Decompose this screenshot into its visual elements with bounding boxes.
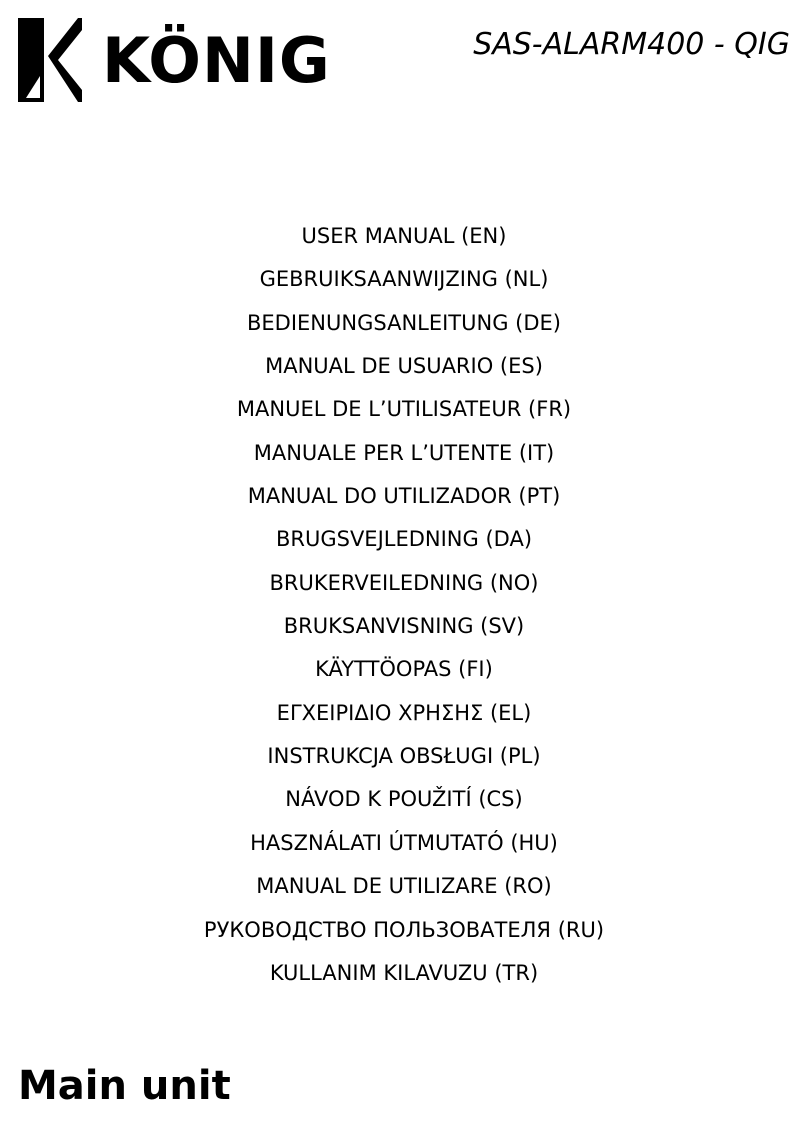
manual-title-item: BEDIENUNGSANLEITUNG (DE) bbox=[246, 310, 561, 335]
manual-language-list bbox=[0, 218, 808, 998]
manual-title-item: NÁVOD K POUŽITÍ (CS) bbox=[285, 787, 523, 812]
manual-title-item: MANUALE PER L’UTENTE (IT) bbox=[253, 440, 555, 465]
manual-title-item: ΕΓΧΕΙΡΙΔΙΟ ΧΡΗΣΗΣ (EL) bbox=[276, 700, 532, 725]
model-code: SAS-ALARM400 - QIG bbox=[473, 27, 790, 62]
manual-title-item: BRUKSANVISNING (SV) bbox=[283, 614, 525, 639]
manual-title-item: РУКОВОДСТВО ПОЛЬЗОВАТЕЛЯ (RU) bbox=[203, 917, 605, 942]
konig-k-logo-icon bbox=[18, 18, 82, 102]
section-title: Main unit bbox=[18, 1063, 231, 1109]
manual-title-item: INSTRUKCJA OBSŁUGI (PL) bbox=[267, 744, 541, 769]
manual-title-item: BRUKERVEILEDNING (NO) bbox=[269, 570, 539, 595]
manual-title-item: BRUGSVEJLEDNING (DA) bbox=[275, 527, 533, 552]
manual-title-item: MANUAL DE UTILIZARE (RO) bbox=[256, 874, 552, 899]
manual-title-item: MANUAL DO UTILIZADOR (PT) bbox=[247, 484, 561, 509]
manual-title-item: KULLANIM KILAVUZU (TR) bbox=[269, 960, 539, 985]
manual-title-item: HASZNÁLATI ÚTMUTATÓ (HU) bbox=[250, 830, 558, 855]
manual-title-item: USER MANUAL (EN) bbox=[301, 224, 507, 248]
manual-title-item: KÄYTTÖOPAS (FI) bbox=[315, 657, 493, 682]
manual-title-item: GEBRUIKSAANWIJZING (NL) bbox=[259, 267, 549, 292]
brand-wordmark: KÖNIG bbox=[102, 24, 331, 97]
document-header bbox=[0, 0, 808, 120]
manual-title-item: MANUEL DE L’UTILISATEUR (FR) bbox=[236, 397, 572, 422]
konig-logo bbox=[18, 18, 338, 102]
manual-title-item: MANUAL DE USUARIO (ES) bbox=[265, 354, 543, 379]
